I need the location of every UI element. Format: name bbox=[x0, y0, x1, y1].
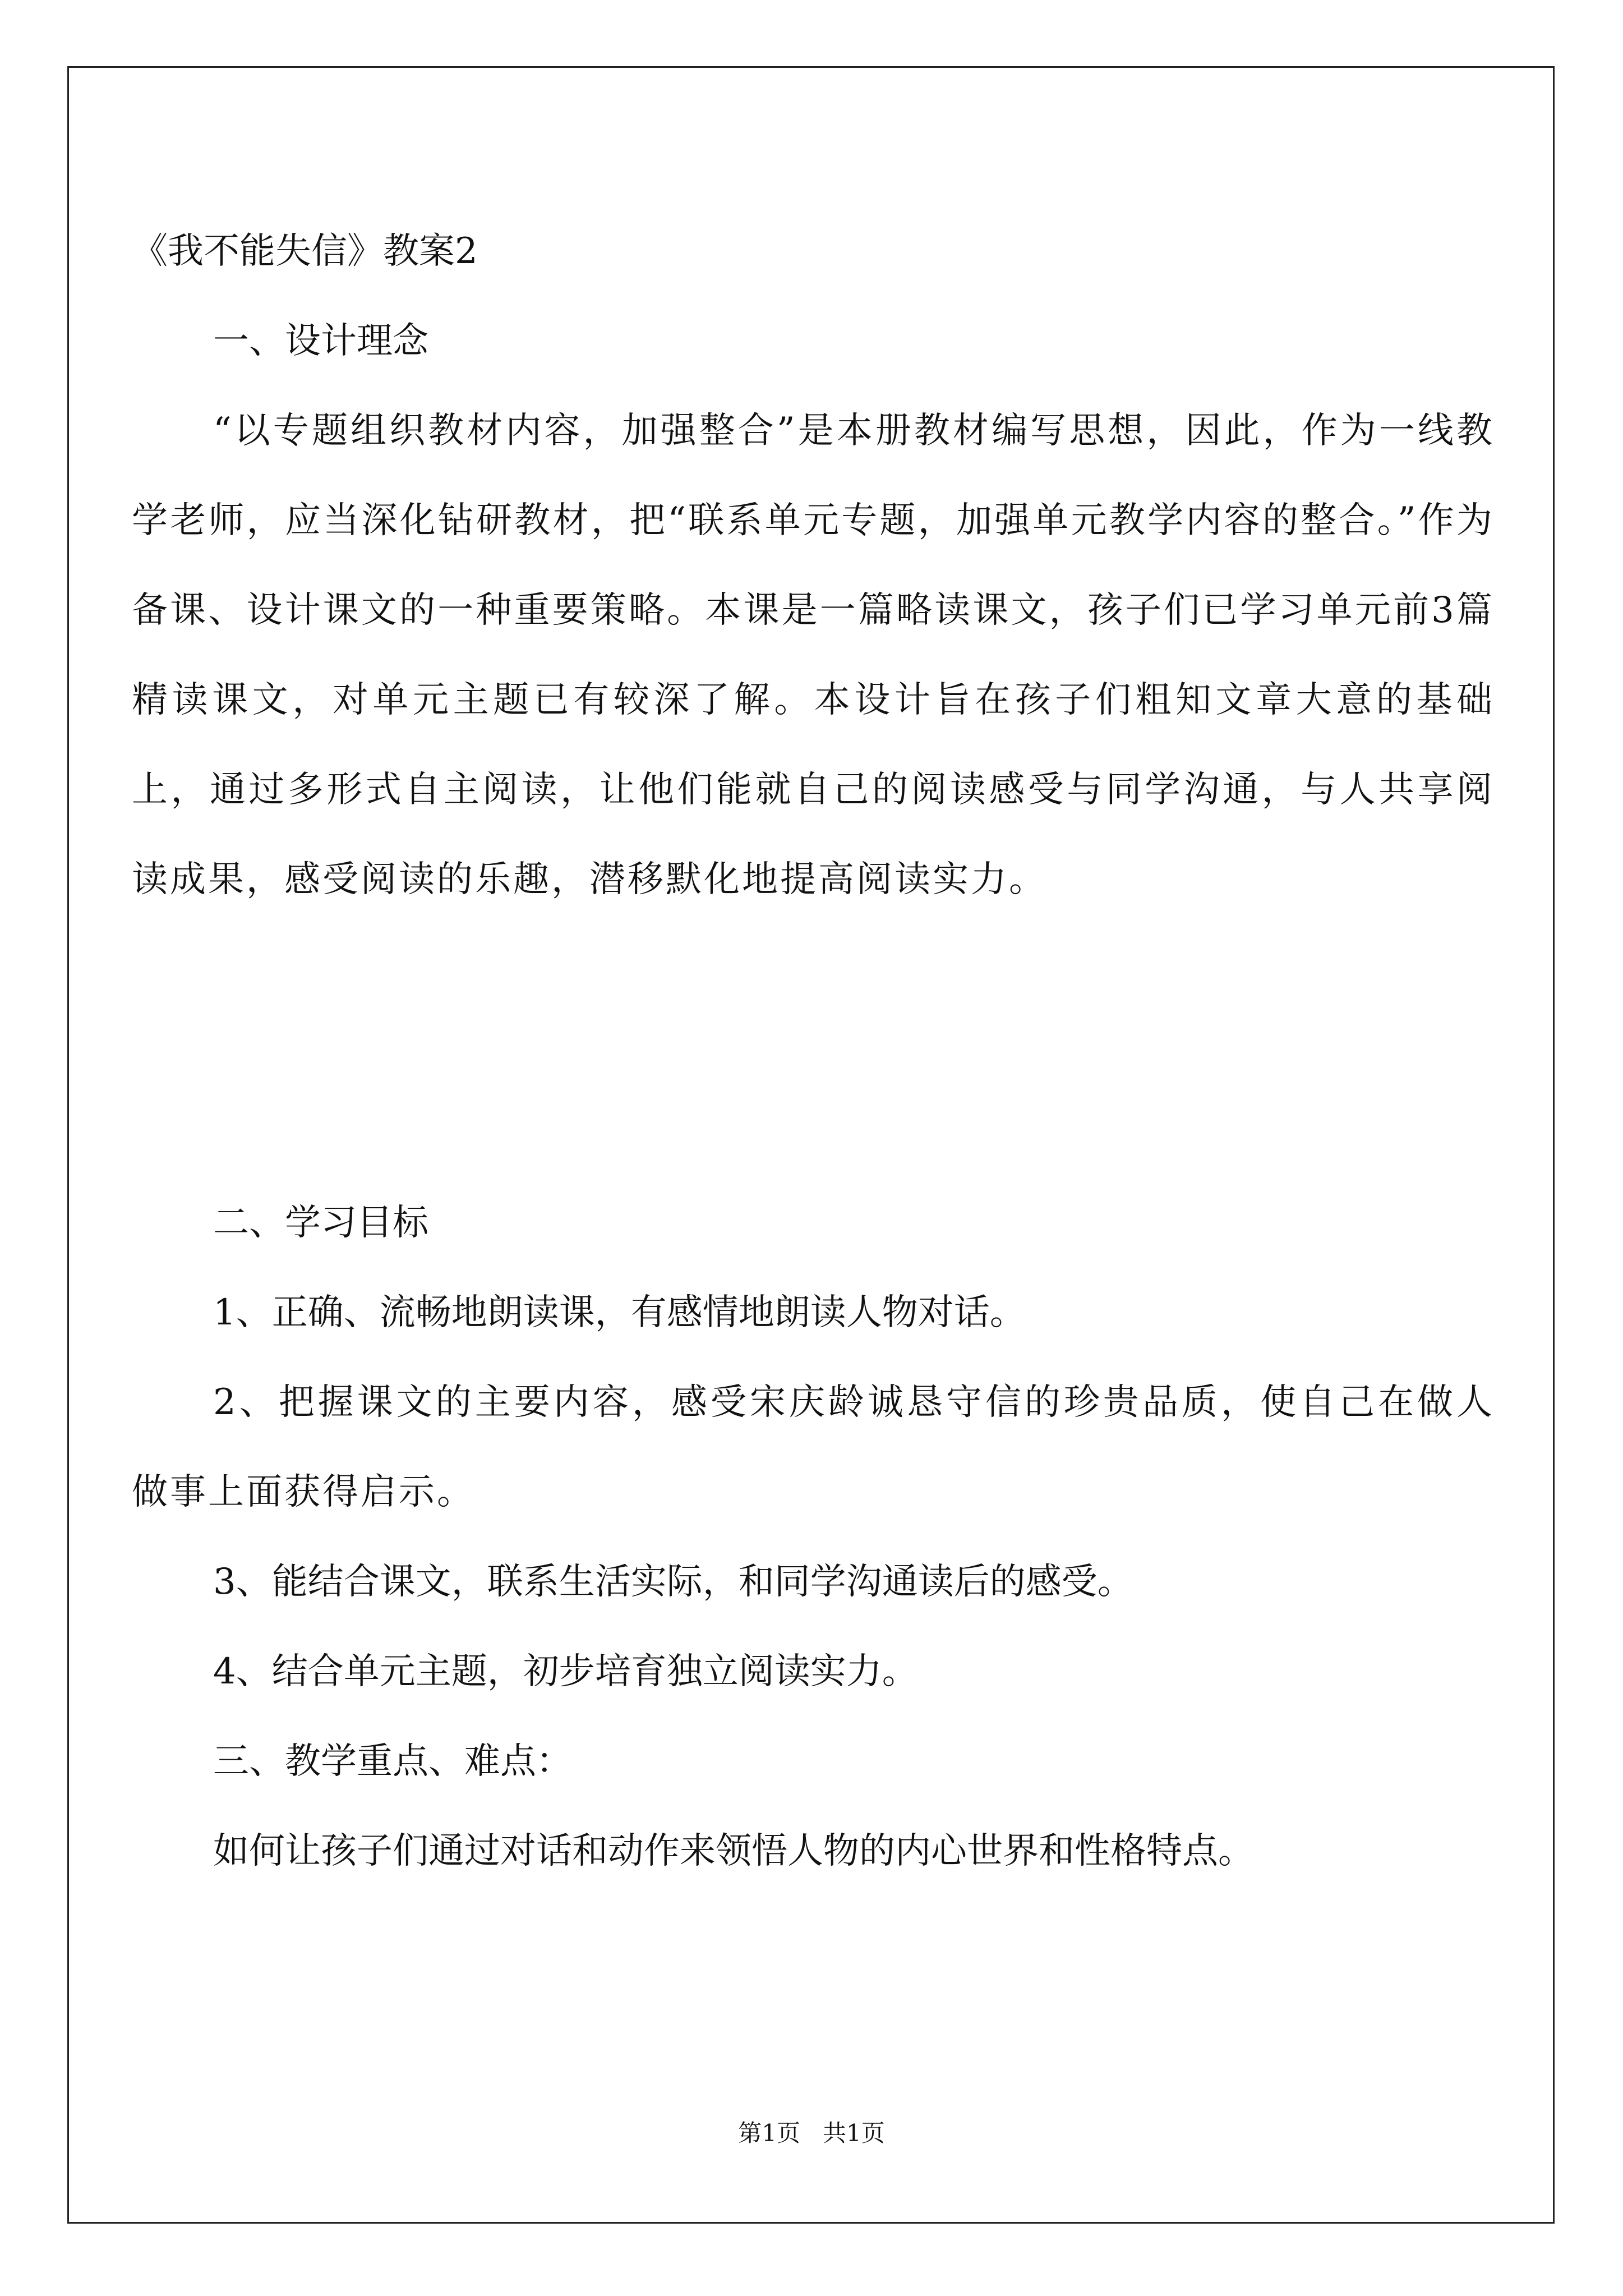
goal-item-1: 1、正确、流畅地朗读课，有感情地朗读人物对话。 bbox=[213, 1292, 1026, 1333]
page-total: 共1页 bbox=[823, 2119, 885, 2147]
goal-item-2: 2、把握课文的主要内容，感受宋庆龄诚恳守信的珍贵品质，使自己在做人做事上面获得启示。 bbox=[132, 1382, 1495, 1513]
section-heading-key-points: 三、教学重点、难点： bbox=[213, 1741, 572, 1782]
design-concept-paragraph: “以专题组织教材内容，加强整合”是本册教材编写思想，因此，作为一线教学老师，应当深化钻研教材，把“联系单元专题，加强单元教学内容的整合。”作为备课、设计课文的一种重要策略。本课是一篇略读课文，孩子们已学习单元前3篇精读课文，对单元主题已有较深了解。本设计旨在孩子们粗知文章大意的基础上，通过多形式自主阅读，让他们能就自己的阅读感受与同学沟通，与人共享阅读成果，感受阅读的乐趣，潜移默化地提高阅读实力。 bbox=[132, 410, 1495, 900]
section-heading-learning-goals: 二、学习目标 bbox=[213, 1202, 428, 1244]
section-heading-design-concept: 一、设计理念 bbox=[213, 320, 428, 362]
page-number: 第1页 bbox=[738, 2119, 800, 2147]
goal-item-4: 4、结合单元主题，初步培育独立阅读实力。 bbox=[213, 1651, 918, 1692]
key-points-text: 如何让孩子们通过对话和动作来领悟人物的内心世界和性格特点。 bbox=[213, 1830, 1254, 1872]
document-title: 《我不能失信》教案2 bbox=[132, 231, 478, 272]
page-footer bbox=[0, 2119, 1623, 2147]
goal-item-3: 3、能结合课文，联系生活实际，和同学沟通读后的感受。 bbox=[213, 1561, 1133, 1603]
